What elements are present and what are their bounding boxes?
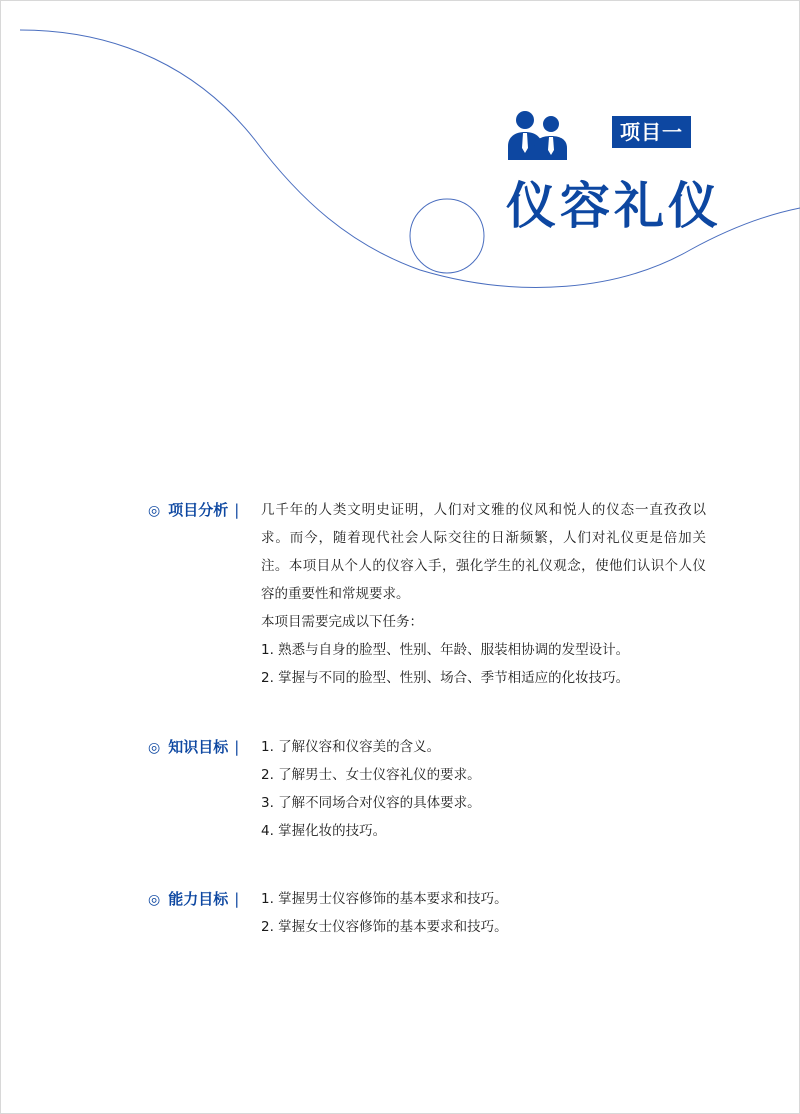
section-body — [261, 496, 706, 692]
page-title: 仪容礼仪 — [506, 177, 722, 235]
divider-bar: | — [234, 501, 240, 519]
list-item: 4. 掌握化妆的技巧。 — [261, 823, 387, 839]
list-item: 3. 了解不同场合对仪容的具体要求。 — [261, 795, 481, 811]
project-badge: 项目一 — [612, 116, 691, 148]
section-label — [148, 496, 258, 525]
task-intro: 本项目需要完成以下任务： — [261, 614, 423, 630]
circle-mark-icon: ◎ — [148, 503, 161, 519]
section-body — [261, 733, 706, 845]
list-item: 1. 了解仪容和仪容美的含义。 — [261, 739, 441, 755]
section-body — [261, 885, 706, 941]
list-item: 2. 掌握与不同的脸型、性别、场合、季节相适应的化妆技巧。 — [261, 670, 630, 686]
divider-bar: | — [234, 890, 240, 908]
list-item: 2. 掌握女士仪容修饰的基本要求和技巧。 — [261, 919, 508, 935]
section-label — [148, 885, 258, 914]
list-item: 1. 熟悉与自身的脸型、性别、年龄、服装相协调的发型设计。 — [261, 642, 630, 658]
analysis-paragraph: 几千年的人类文明史证明，人们对文雅的仪风和悦人的仪态一直孜孜以求。而今，随着现代社会人际交往的日渐频繁，人们对礼仪更是倍加关注。本项目从个人的仪容入手，强化学生的礼仪观念，使他们认识个人仪容的重要性和常规要求。 — [261, 502, 706, 602]
section-title: 能力目标 — [168, 890, 229, 908]
circle-mark-icon: ◎ — [148, 740, 161, 756]
people-icon — [506, 108, 568, 162]
list-item: 1. 掌握男士仪容修饰的基本要求和技巧。 — [261, 891, 508, 907]
decorative-curve — [0, 0, 800, 340]
list-item: 2. 了解男士、女士仪容礼仪的要求。 — [261, 767, 481, 783]
circle-mark-icon: ◎ — [148, 892, 161, 908]
section-title: 项目分析 — [168, 501, 229, 519]
section-label — [148, 733, 258, 762]
section-title: 知识目标 — [168, 738, 229, 756]
divider-bar: | — [234, 738, 240, 756]
